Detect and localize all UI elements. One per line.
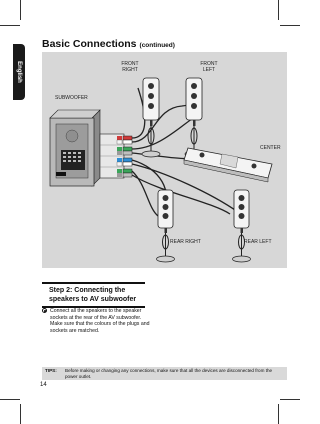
- subwoofer-label: SUBWOOFER: [55, 95, 88, 101]
- front-right-speaker: [142, 78, 160, 157]
- bullet-icon: [42, 308, 47, 313]
- front-left-speaker: [185, 78, 203, 157]
- speaker-plugs: [123, 136, 132, 177]
- crop-mark: [0, 25, 20, 26]
- page-title-text: Basic Connections: [42, 38, 137, 50]
- language-tab-label: English: [16, 61, 22, 83]
- rear-right-speaker: [157, 190, 175, 262]
- instruction-text: Connect all the speakers to the speaker sockets at the rear of the AV subwoofer. Make sure that the colours of the plugs and sockets are matched.: [50, 308, 150, 334]
- front-right-label: FRONT RIGHT: [121, 61, 139, 73]
- step-heading-block: [42, 282, 145, 308]
- crop-mark: [278, 0, 279, 20]
- connection-diagram-illustration: [42, 52, 287, 268]
- speaker-socket-panel: [100, 134, 124, 178]
- front-left-label: FRONT LEFT: [200, 61, 218, 73]
- page-number: 14: [40, 382, 47, 388]
- rear-right-label: REAR RIGHT: [170, 239, 201, 245]
- crop-mark: [280, 399, 300, 400]
- rear-left-speaker: [233, 190, 251, 262]
- center-speaker: [184, 148, 272, 182]
- rear-left-label: REAR LEFT: [244, 239, 272, 245]
- crop-mark: [280, 25, 300, 26]
- page-title: [42, 38, 175, 50]
- subwoofer-unit: [50, 110, 100, 186]
- crop-mark: [0, 399, 20, 400]
- language-tab: [13, 44, 25, 100]
- center-label: CENTER: [260, 145, 281, 151]
- crop-mark: [20, 404, 21, 424]
- page-title-suffix: (continued): [139, 42, 175, 49]
- crop-mark: [278, 404, 279, 424]
- instruction-item: [42, 308, 150, 334]
- step-heading: Step 2: Connecting the speakers to AV subwoofer: [49, 287, 137, 303]
- tips-text: Before making or changing any connections, make sure that all the devices are disconnected from the power outlet.: [65, 368, 273, 379]
- tips-box: [42, 367, 287, 380]
- crop-mark: [20, 0, 21, 20]
- connection-diagram: [42, 52, 287, 268]
- tips-label: TIPS:: [45, 368, 57, 373]
